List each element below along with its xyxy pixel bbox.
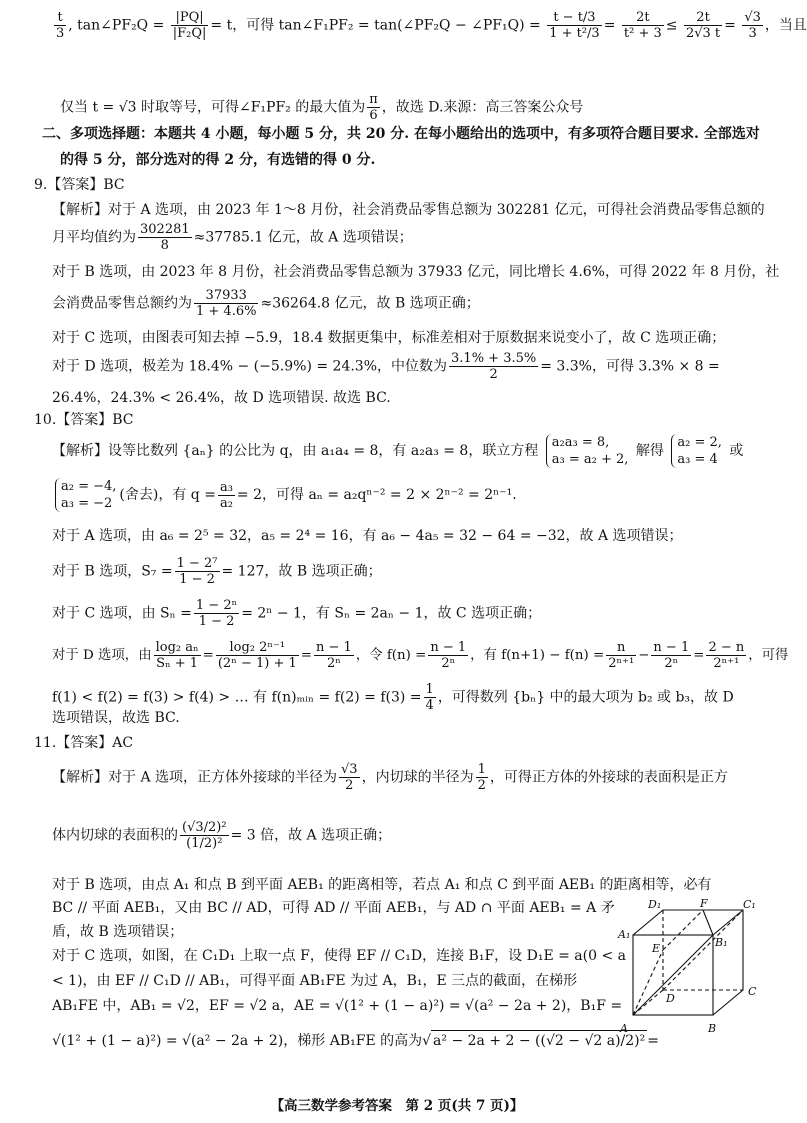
q9-text: 对于 D 选项，极差为 18.4% − (−5.9%) = 24.3%，中位数为 $\frac{3.1\% + 3.5\%}{2}$ = 3.3%，可得 3.3% × 8 = <box>52 351 720 382</box>
q10-text: a₂ = −4, a₃ = −2 (舍去)，有 q = $\frac{\text{a₃}}{\text{a₂}}$ = 2，可得 aₙ = a₂qⁿ⁻² = 2 × 2ⁿ⁻² = 2ⁿ⁻¹. <box>52 478 517 512</box>
q10-text: 对于 A 选项，由 a₆ = 2⁵ = 32，a₅ = 2⁴ = 16，有 a₆ − 4a₅ = 32 − 64 = −32，故 A 选项错误； <box>52 528 683 544</box>
fraction: $\frac{2t}{2√3 t}$ <box>685 10 721 41</box>
fraction: $\frac{t - t/3}{\text{1 + t²/3}}$ <box>549 10 600 41</box>
fraction: $\frac{n - 1}{\text{2ⁿ}}$ <box>430 640 467 671</box>
label-d: D <box>666 992 675 1005</box>
fraction: $\frac{\text{log₂ 2ⁿ⁻¹}}{\text{(2ⁿ − 1) + 1}}$ <box>217 640 297 671</box>
radical: a² − 2a + 2 − ((√2 − √2 a)/2)² <box>431 1030 647 1051</box>
fraction: $\frac{\text{a₃}}{\text{a₂}}$ <box>219 479 233 511</box>
label-e: E <box>652 942 661 955</box>
fraction: $\frac{302281}{8}$ <box>140 222 190 253</box>
q11-text: < 1)，由 EF // C₁D // AB₁，可得平面 AB₁FE 为过 A，B₁，E 三点的截面，在梯形 <box>52 973 578 989</box>
fraction: $\frac{√3}{2}$ <box>341 762 358 793</box>
fraction: $\frac{3.1\% + 3.5\%}{2}$ <box>451 351 537 382</box>
q10-text: 【解析】设等比数列 {aₙ} 的公比为 q，由 a₁a₄ = 8，有 a₂a₃ = 8，联立方程 a₂a₃ = 8, a₃ = a₂ + 2, 解得 a₂ = 2, a₃ = 4 或 <box>52 435 744 467</box>
equation-system: a₂ = −4, a₃ = −2 <box>55 478 116 512</box>
q9-text: 对于 B 选项，由 2023 年 8 月份，社会消费品零售总额为 37933 亿元，同比增长 4.6%，可得 2022 年 8 月份，社 <box>52 264 780 280</box>
q10-text: f(1) < f(2) = f(3) > f(4) > … 有 f(n)ₘᵢₙ = f(2) = f(3) = $\frac{1}{4}$ ，可得数列 {bₙ} 中的最大项为 b₂ 或 b₃，故 D <box>52 682 734 713</box>
cube-diagram <box>618 897 768 1035</box>
q11-text: √(1² + (1 − a)²) = √(a² − 2a + 2)，梯形 AB₁FE 的高为√ a² − 2a + 2 − ((√2 − √2 a)/2)² = <box>52 1030 659 1051</box>
fraction: $\frac{n}{\text{2ⁿ⁺¹}}$ <box>608 640 635 671</box>
q10-text: 选项错误，故选 BC. <box>52 710 180 726</box>
fraction: $\frac{\text{log₂ aₙ}}{\text{Sₙ + 1}}$ <box>155 640 199 671</box>
q11-text: 对于 C 选项，如图，在 C₁D₁ 上取一点 F，使得 EF // C₁D，连接 B₁F，设 D₁E = a(0 < a <box>52 948 626 964</box>
label-a: A <box>620 1022 628 1035</box>
equation-system: a₂ = 2, a₃ = 4 <box>671 434 722 468</box>
continuation-line-2: 仅当 t = √3 时取等号，可得∠F₁PF₂ 的最大值为 $\frac{\pi}{6}$ ，故选 D.来源：高三答案公众号 <box>60 92 584 123</box>
q10-text: 对于 C 选项，由 Sₙ = $\frac{\text{1 − 2ⁿ}}{1 - 2}$ = 2ⁿ − 1，有 Sₙ = 2aₙ − 1，故 C 选项正确； <box>52 598 542 629</box>
q11-answer: 11.【答案】AC <box>34 735 134 751</box>
fraction: $\frac{n - 1}{\text{2ⁿ}}$ <box>653 640 690 671</box>
label-b: B <box>708 1022 717 1035</box>
segment-ae <box>633 950 663 1015</box>
fraction: $\frac{\text{1 − 2ⁿ}}{1 - 2}$ <box>195 598 238 629</box>
segment-dc1 <box>663 910 743 990</box>
continuation-line-1: $\frac{t}{3}$ , tan∠PF₂Q = $\frac{|PQ|}{\text{|F₂Q|}}$ = t，可得 tan∠F₁PF₂ = tan(∠PF₂Q − ∠PF₁Q) = $\frac{t - t/3}{\text{1 + t²/3}}$ = $\frac{2t}{\text{t² + 3}}$ ≤ $\frac{2t}{2√3 t}$ = $\frac{√3}{3}$ ，当且 <box>56 10 807 41</box>
q9-answer: 9.【答案】BC <box>34 177 125 193</box>
label-c: C <box>748 985 757 998</box>
q10-answer: 10.【答案】BC <box>34 412 134 428</box>
label-a1: A₁ <box>618 928 631 941</box>
segment-ef <box>663 910 703 950</box>
q9-text: 月平均值约为 $\frac{302281}{8}$ ≈37785.1 亿元，故 A 选项错误； <box>52 222 413 253</box>
q11-text: 体内切球的表面积的 $\frac{\text{(√3/2)²}}{\text{(1/2)²}}$ = 3 倍，故 A 选项正确； <box>52 820 392 851</box>
fraction: $\frac{|PQ|}{\text{|F₂Q|}}$ <box>172 10 207 41</box>
fraction: $\frac{1}{2}$ <box>477 762 486 793</box>
fraction: $\frac{37933}{1 + 4.6\%}$ <box>196 288 257 319</box>
q10-text: 对于 D 选项，由 $\frac{\text{log₂ aₙ}}{\text{Sₙ + 1}}$ = $\frac{\text{log₂ 2ⁿ⁻¹}}{\text{(2ⁿ − 1) + 1}}$ = $\frac{n - 1}{\text{2ⁿ}}$ ，令 f(n) = $\frac{n - 1}{\text{2ⁿ}}$ ，有 f(n+1) − f(n) = $\frac{n}{\text{2ⁿ⁺¹}}$ − $\frac{n - 1}{\text{2ⁿ}}$ = $\frac{2 - n}{\text{2ⁿ⁺¹}}$ ，可得 <box>52 640 789 671</box>
fraction: $\frac{1}{4}$ <box>425 682 434 713</box>
fraction: $\frac{\text{(√3/2)²}}{\text{(1/2)²}}$ <box>182 820 227 851</box>
q9-text: 会消费品零售总额约为 $\frac{37933}{1 + 4.6\%}$ ≈36264.8 亿元，故 B 选项正确； <box>52 288 480 319</box>
q9-text: 26.4%，24.3% < 26.4%，故 D 选项错误. 故选 BC. <box>52 390 391 406</box>
fraction: $\frac{2 - n}{\text{2ⁿ⁺¹}}$ <box>708 640 745 671</box>
label-c1: C₁ <box>743 898 756 911</box>
section-heading: 二、多项选择题：本题共 4 小题，每小题 5 分，共 20 分. 在每小题给出的选项中，有多项符合题目要求. 全部选对 <box>42 126 760 142</box>
fraction: $\frac{\pi}{6}$ <box>369 92 378 123</box>
page-footer: 【高三数学参考答案 第 2 页(共 7 页)】 <box>270 1098 524 1114</box>
q11-text: 对于 B 选项，由点 A₁ 和点 B 到平面 AEB₁ 的距离相等，若点 A₁ 和点 C 到平面 AEB₁ 的距离相等，必有 <box>52 877 712 893</box>
q10-text: 对于 B 选项，S₇ = $\frac{\text{1 − 2⁷}}{1 - 2}$ = 127，故 B 选项正确； <box>52 556 382 587</box>
q11-text: 盾，故 B 选项错误； <box>52 924 184 940</box>
label-b1: B₁ <box>715 936 728 949</box>
fraction: $\frac{n - 1}{\text{2ⁿ}}$ <box>316 640 352 671</box>
label-f: F <box>700 897 708 910</box>
q9-text: 【解析】对于 A 选项，由 2023 年 1～8 月份，社会消费品零售总额为 302281 亿元，可得社会消费品零售总额的 <box>52 202 765 218</box>
q11-text: BC // 平面 AEB₁，又由 BC // AD，可得 AD // 平面 AEB₁，与 AD ∩ 平面 AEB₁ = A 矛 <box>52 900 615 916</box>
section-heading-cont: 的得 5 分，部分选对的得 2 分，有选错的得 0 分. <box>60 152 376 168</box>
q9-text: 对于 C 选项，由图表可知去掉 −5.9，18.4 数据更集中，标准差相对于原数据来说变小了，故 C 选项正确； <box>52 330 726 346</box>
fraction: $\frac{√3}{3}$ <box>744 10 761 41</box>
equation-system: a₂a₃ = 8, a₃ = a₂ + 2, <box>546 434 629 468</box>
label-d1: D₁ <box>648 898 662 911</box>
fraction: $\frac{2t}{\text{t² + 3}}$ <box>623 10 662 41</box>
segment-fb1 <box>703 910 713 935</box>
q11-text: 【解析】对于 A 选项，正方体外接球的半径为 $\frac{√3}{2}$ ，内切球的半径为 $\frac{1}{2}$ ，可得正方体的外接球的表面积是正方 <box>52 762 728 793</box>
fraction: $\frac{t}{3}$ <box>56 10 65 41</box>
q11-text: AB₁FE 中，AB₁ = √2，EF = √2 a，AE = √(1² + (1 − a)²) = √(a² − 2a + 2)，B₁F = <box>52 998 623 1014</box>
fraction: $\frac{\text{1 − 2⁷}}{1 - 2}$ <box>176 556 218 587</box>
